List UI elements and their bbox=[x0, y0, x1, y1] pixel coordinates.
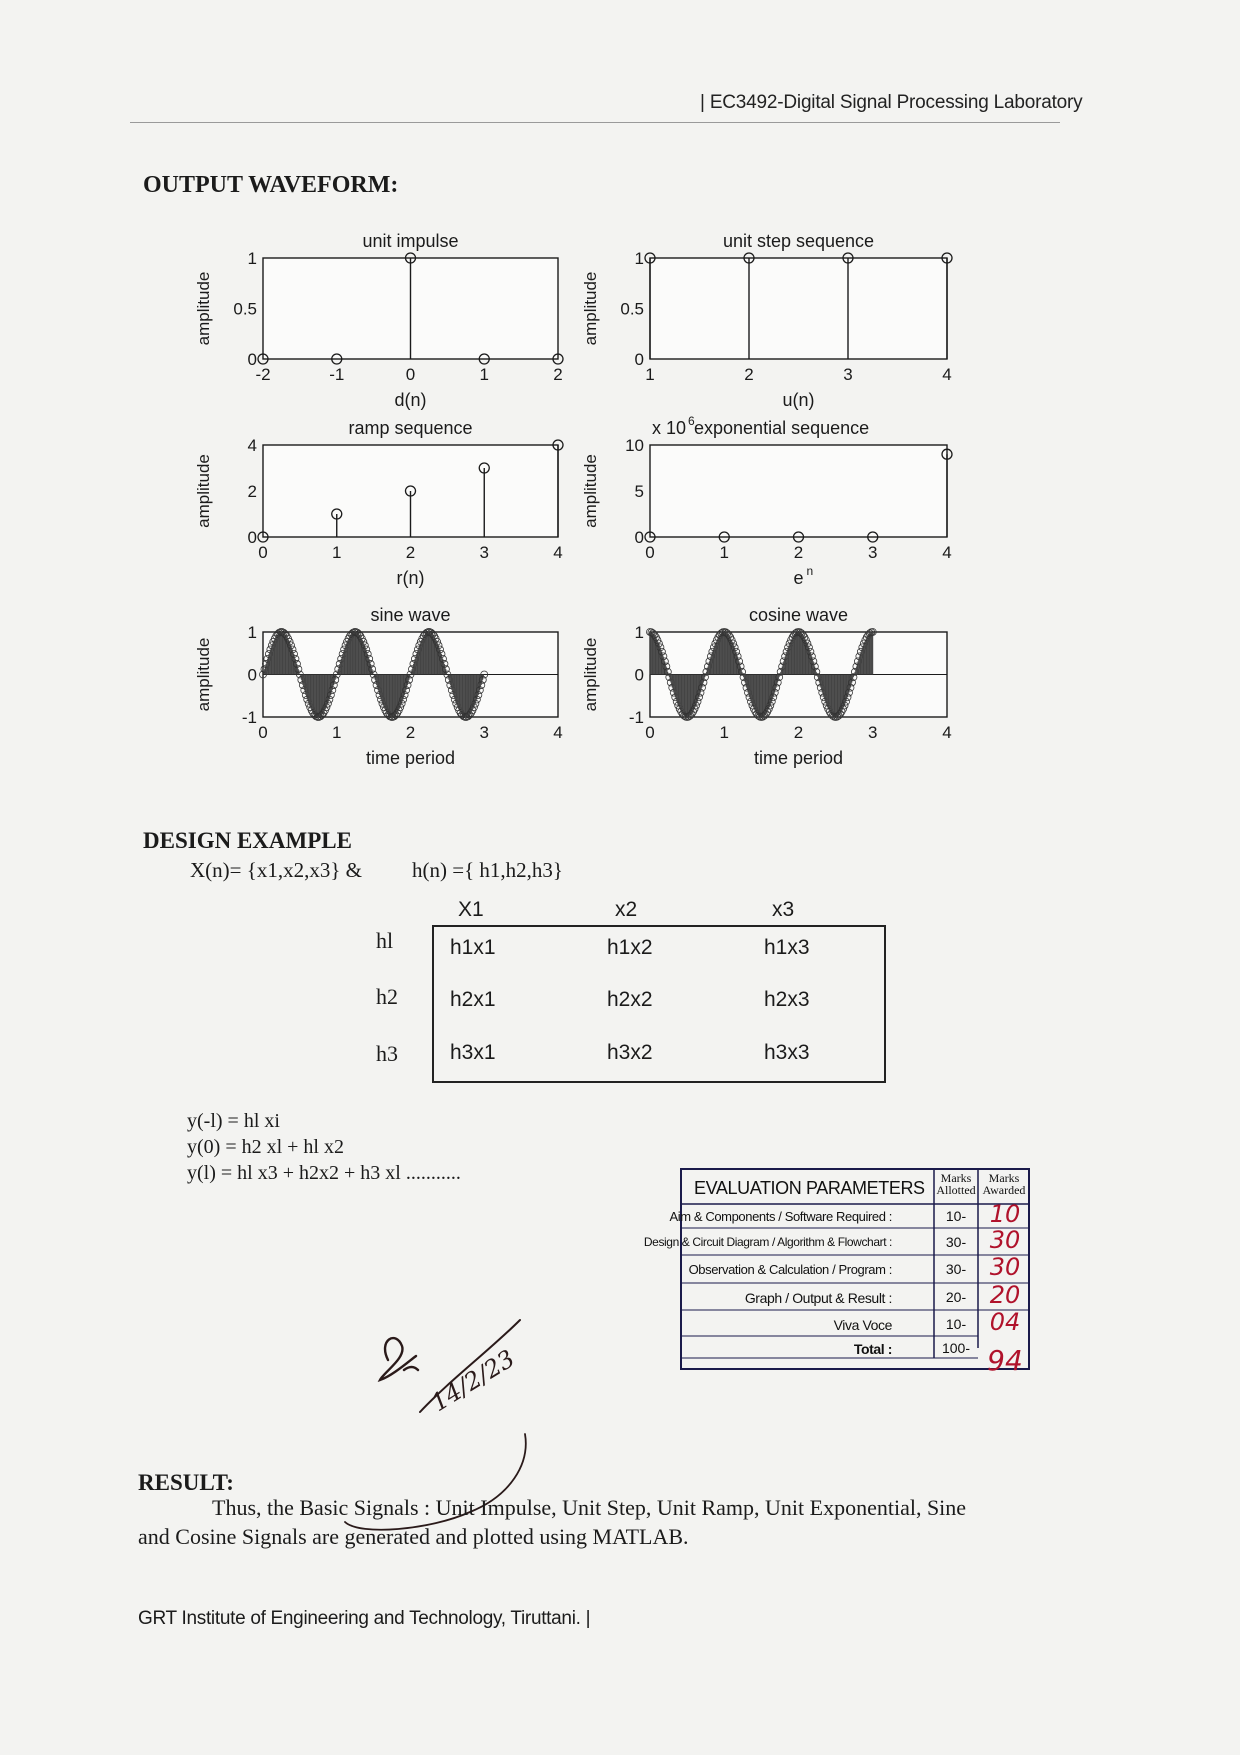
plot-ylabel: amplitude bbox=[581, 271, 600, 346]
x-tick-label: 0 bbox=[258, 723, 268, 742]
table-cell: h1x1 bbox=[450, 936, 496, 959]
y-tick-label: 0.5 bbox=[233, 299, 257, 319]
plot-ylabel: amplitude bbox=[194, 271, 213, 346]
equation-y-1: y(l) = hl x3 + h2x2 + h3 xl ........... bbox=[187, 1162, 461, 1184]
table-cell: h1x2 bbox=[607, 936, 653, 959]
eval-awarded: 30 bbox=[989, 1226, 1021, 1254]
x-tick-label: 1 bbox=[479, 365, 489, 384]
h-sequence-definition: h(n) ={ h1,h2,h3} bbox=[412, 858, 563, 882]
y-tick-label: 0 bbox=[634, 665, 644, 685]
column-header-x3: x3 bbox=[772, 898, 795, 921]
table-cell: h3x1 bbox=[450, 1041, 496, 1064]
output-waveform-heading: OUTPUT WAVEFORM: bbox=[143, 172, 399, 198]
eval-param-graph: Graph / Output & Result : bbox=[744, 1290, 892, 1306]
x-tick-label: 3 bbox=[479, 543, 489, 562]
result-line-1: Thus, the Basic Signals : Unit Impulse, Unit Step, Unit Ramp, Unit Exponential, Sine bbox=[212, 1495, 967, 1520]
y-tick-label: 4 bbox=[247, 436, 257, 455]
table-cell: h1x3 bbox=[764, 936, 810, 959]
x-tick-label: 0 bbox=[645, 543, 655, 562]
marks-allotted-label-2: Allotted bbox=[936, 1183, 976, 1197]
x-tick-label: -1 bbox=[329, 365, 345, 384]
eval-allotted: 10- bbox=[945, 1316, 967, 1332]
eval-awarded-total: 94 bbox=[987, 1344, 1023, 1377]
x-tick-label: 3 bbox=[868, 543, 878, 562]
x-tick-label: 3 bbox=[868, 723, 878, 742]
plot-xlabel-superscript: n bbox=[806, 564, 814, 578]
plot-title: unit step sequence bbox=[722, 231, 875, 251]
y-tick-label: 0 bbox=[634, 350, 644, 369]
y-tick-label: 0 bbox=[634, 528, 644, 547]
eval-allotted: 30- bbox=[945, 1261, 967, 1277]
eval-param-design: Design & Circuit Diagram / Algorithm & Flowchart : bbox=[643, 1235, 892, 1249]
x-tick-label: 2 bbox=[405, 543, 416, 562]
y-tick-label: 0 bbox=[247, 528, 257, 547]
equation-y-minus-1: y(-l) = hl xi bbox=[187, 1110, 280, 1132]
y-tick-label: 2 bbox=[247, 482, 257, 501]
plot-title: unit impulse bbox=[362, 231, 459, 251]
x-tick-label: 2 bbox=[793, 723, 804, 742]
equation-y-0: y(0) = h2 xl + hl x2 bbox=[187, 1136, 344, 1158]
x-tick-label: 4 bbox=[553, 543, 563, 562]
x-tick-label: 1 bbox=[719, 723, 729, 742]
y-tick-label: 1 bbox=[247, 249, 257, 268]
y-tick-label: 0 bbox=[247, 350, 257, 369]
plot-xlabel: d(n) bbox=[394, 390, 427, 410]
result-line-2: and Cosine Signals are generated and plotted using MATLAB. bbox=[138, 1524, 689, 1549]
plot-xlabel: u(n) bbox=[782, 390, 815, 410]
plot-scale-label: x 10 bbox=[652, 418, 687, 438]
marks-allotted-label-1: Marks bbox=[940, 1171, 972, 1185]
x-tick-label: 2 bbox=[405, 723, 416, 742]
x-tick-label: 3 bbox=[843, 365, 853, 384]
course-header: | EC3492-Digital Signal Processing Laboratory bbox=[700, 92, 1083, 113]
row-label-h3: h3 bbox=[376, 1041, 398, 1066]
y-tick-label: 1 bbox=[634, 623, 644, 642]
column-header-x2: x2 bbox=[615, 898, 638, 921]
x-tick-label: 4 bbox=[942, 365, 952, 384]
x-tick-label: 4 bbox=[942, 543, 952, 562]
table-cell: h2x1 bbox=[450, 988, 496, 1011]
table-cell: h2x3 bbox=[764, 988, 810, 1011]
y-tick-label: 5 bbox=[634, 482, 644, 501]
marks-awarded-label-1: Marks bbox=[988, 1171, 1020, 1185]
plot-ylabel: amplitude bbox=[194, 454, 213, 528]
x-tick-label: 4 bbox=[942, 723, 952, 742]
x-tick-label: 2 bbox=[744, 365, 754, 384]
plot-title: cosine wave bbox=[748, 605, 849, 625]
signature-date: 14/2/23 bbox=[426, 1344, 520, 1418]
plot-scale-exponent: 6 bbox=[688, 414, 695, 428]
eval-param-total: Total : bbox=[853, 1341, 892, 1357]
eval-awarded: 04 bbox=[989, 1308, 1021, 1336]
plot-xlabel: r(n) bbox=[396, 568, 425, 588]
eval-awarded: 10 bbox=[989, 1200, 1021, 1228]
plot-ylabel: amplitude bbox=[581, 454, 600, 528]
x-sequence-definition: X(n)= {x1,x2,x3} & bbox=[190, 858, 362, 882]
y-tick-label: 10 bbox=[625, 436, 644, 455]
x-tick-label: 0 bbox=[405, 365, 416, 384]
x-tick-label: 3 bbox=[479, 723, 489, 742]
plot-xlabel: e bbox=[793, 568, 804, 588]
eval-param-observation: Observation & Calculation / Program : bbox=[688, 1262, 892, 1277]
table-cell: h3x2 bbox=[607, 1041, 653, 1064]
table-cell: h2x2 bbox=[607, 988, 653, 1011]
x-tick-label: -2 bbox=[255, 365, 271, 384]
x-tick-label: 1 bbox=[332, 723, 342, 742]
x-tick-label: 1 bbox=[332, 543, 342, 562]
y-tick-label: 1 bbox=[247, 623, 257, 642]
x-tick-label: 2 bbox=[553, 365, 563, 384]
plot-title: exponential sequence bbox=[694, 418, 870, 438]
x-tick-label: 1 bbox=[645, 365, 655, 384]
eval-awarded: 30 bbox=[989, 1253, 1021, 1281]
y-tick-label: 0.5 bbox=[620, 299, 644, 319]
eval-allotted: 30- bbox=[945, 1234, 967, 1250]
y-tick-label: 1 bbox=[634, 249, 644, 268]
eval-param-aim: Aim & Components / Software Required : bbox=[669, 1209, 892, 1224]
row-label-h2: h2 bbox=[376, 984, 398, 1009]
eval-awarded: 20 bbox=[989, 1281, 1021, 1309]
design-example-heading: DESIGN EXAMPLE bbox=[143, 828, 352, 853]
x-tick-label: 0 bbox=[645, 723, 655, 742]
column-header-x1: X1 bbox=[458, 898, 484, 921]
y-tick-label: 0 bbox=[247, 665, 257, 685]
eval-param-viva: Viva Voce bbox=[833, 1317, 892, 1333]
plot-title: ramp sequence bbox=[348, 418, 473, 438]
plot-ylabel: amplitude bbox=[194, 637, 213, 712]
y-tick-label: -1 bbox=[628, 708, 644, 727]
footer-institute: GRT Institute of Engineering and Technology, Tiruttani. | bbox=[138, 1608, 591, 1629]
marks-awarded-label-2: Awarded bbox=[982, 1183, 1026, 1197]
x-tick-label: 1 bbox=[719, 543, 729, 562]
x-tick-label: 2 bbox=[793, 543, 804, 562]
x-tick-label: 0 bbox=[258, 543, 268, 562]
eval-allotted: 100- bbox=[941, 1340, 971, 1356]
result-heading: RESULT: bbox=[138, 1470, 234, 1495]
plot-xlabel: time period bbox=[365, 748, 456, 768]
plot-xlabel: time period bbox=[753, 748, 844, 768]
plot-title: sine wave bbox=[370, 605, 451, 625]
x-tick-label: 4 bbox=[553, 723, 563, 742]
y-tick-label: -1 bbox=[241, 708, 257, 727]
evaluation-title: EVALUATION PARAMETERS bbox=[694, 1178, 925, 1198]
eval-allotted: 20- bbox=[945, 1289, 967, 1305]
eval-allotted: 10- bbox=[945, 1208, 967, 1224]
row-label-h1: hl bbox=[376, 928, 394, 953]
table-cell: h3x3 bbox=[764, 1041, 810, 1064]
plot-ylabel: amplitude bbox=[581, 637, 600, 712]
